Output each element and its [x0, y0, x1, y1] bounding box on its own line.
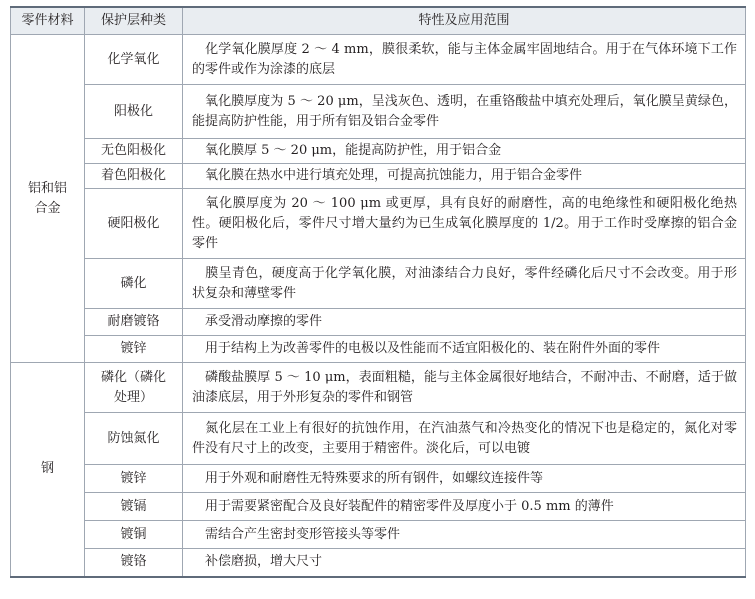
header-layer-type: 保护层种类: [85, 7, 183, 35]
description-cell: 膜呈青色，硬度高于化学氧化膜，对油漆结合力良好，零件经磷化后尺寸不会改变。用于形状复杂和薄壁零件: [183, 259, 746, 309]
layer-cell: 无色阳极化: [85, 139, 183, 164]
table-header-row: [11, 7, 746, 35]
layer-line: 处理）: [113, 389, 153, 405]
layer-cell: 镀铬: [85, 549, 183, 577]
table-row: [11, 465, 746, 493]
material-cell-steel: [11, 363, 85, 577]
table-row: [11, 336, 746, 363]
table-row: [11, 35, 746, 85]
layer-cell: 耐磨镀铬: [85, 309, 183, 336]
layer-line: 磷化（磷化: [100, 369, 166, 385]
description-cell: 氧化膜厚度为 5 ～ 20 μm，呈浅灰色、透明，在重铬酸盐中填充处理后，氧化膜呈黄绿色，能提高防护性能，用于所有铝及铝合金零件: [183, 85, 746, 139]
table-row: [11, 413, 746, 465]
table-row: [11, 549, 746, 577]
table-row: [11, 259, 746, 309]
layer-cell: 化学氧化: [85, 35, 183, 85]
description-cell: 用于外观和耐磨性无特殊要求的所有钢件，如螺纹连接件等: [183, 465, 746, 493]
description-cell: 用于结构上为改善零件的电极以及性能而不适宜阳极化的、装在附件外面的零件: [183, 336, 746, 363]
material-line: 钢: [40, 461, 54, 477]
table-row: [11, 309, 746, 336]
material-line: 合金: [34, 200, 61, 216]
layer-cell: 防蚀氮化: [85, 413, 183, 465]
layer-cell: 磷化: [85, 259, 183, 309]
protective-layer-table: [10, 6, 746, 578]
material-line: 铝和铝: [27, 180, 67, 196]
table-row: [11, 164, 746, 189]
layer-cell: 镀锌: [85, 465, 183, 493]
layer-cell: 镀铜: [85, 521, 183, 549]
protective-layer-table-container: [10, 6, 745, 578]
table-row: [11, 85, 746, 139]
layer-cell: 镀锌: [85, 336, 183, 363]
description-cell: 氧化膜在热水中进行填充处理，可提高抗蚀能力，用于铝合金零件: [183, 164, 746, 189]
layer-cell: [85, 363, 183, 413]
description-cell: 承受滑动摩擦的零件: [183, 309, 746, 336]
layer-cell: 阳极化: [85, 85, 183, 139]
table-row: [11, 521, 746, 549]
table-row: [11, 139, 746, 164]
header-material: 零件材料: [11, 7, 85, 35]
description-cell: 用于需要紧密配合及良好装配件的精密零件及厚度小于 0.5 mm 的薄件: [183, 493, 746, 521]
layer-cell: 硬阳极化: [85, 189, 183, 259]
layer-cell: 着色阳极化: [85, 164, 183, 189]
description-cell: 磷酸盐膜厚 5 ～ 10 μm，表面粗糙，能与主体金属很好地结合，不耐冲击、不耐磨，适于做油漆底层，用于外形复杂的零件和钢管: [183, 363, 746, 413]
material-cell-aluminum: [11, 35, 85, 363]
table-row: [11, 493, 746, 521]
layer-cell: 镀镉: [85, 493, 183, 521]
table-row: [11, 363, 746, 413]
description-cell: 补偿磨损，增大尺寸: [183, 549, 746, 577]
table-body: [11, 35, 746, 577]
description-cell: 氮化层在工业上有很好的抗蚀作用，在汽油蒸气和冷热变化的情况下也是稳定的，氮化对零件没有尺寸上的改变，主要用于精密件。淡化后，可以电镀: [183, 413, 746, 465]
description-cell: 氧化膜厚度为 20 ～ 100 μm 或更厚，具有良好的耐磨性，高的电绝缘性和硬阳极化绝热性。硬阳极化后，零件尺寸增大量约为已生成氧化膜厚度的 1/2。用于工作时受摩擦的铝合金零件: [183, 189, 746, 259]
header-properties: 特性及应用范围: [183, 7, 746, 35]
description-cell: 氧化膜厚 5 ～ 20 μm，能提高防护性，用于铝合金: [183, 139, 746, 164]
description-cell: 需结合产生密封变形管接头等零件: [183, 521, 746, 549]
table-row: [11, 189, 746, 259]
description-cell: 化学氧化膜厚度 2 ～ 4 mm，膜很柔软，能与主体金属牢固地结合。用于在气体环境下工作的零件或作为涂漆的底层: [183, 35, 746, 85]
